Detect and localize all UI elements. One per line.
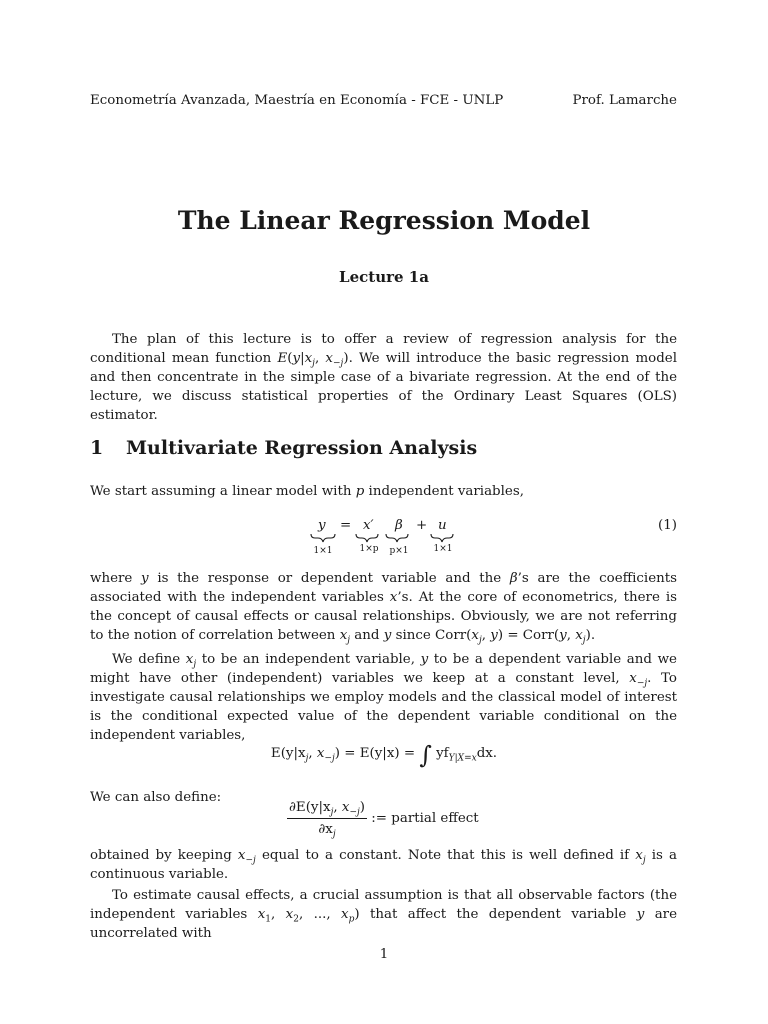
- equation-conditional-expectation: $E(y|x_j$, $x_{-j}) = E(y|x)$ = ∫ $yf_{Y|X=x}dx$.: [270, 741, 498, 769]
- underbrace-u: [431, 534, 453, 542]
- section-number: 1: [90, 437, 104, 459]
- running-header-course: Econometría Avanzada, Maestría en Economía - FCE - UNLP: [90, 93, 504, 108]
- paragraph-define-variables: We define $x_j$ to be an independent variable, y to be a dependent variable and we might have other (independent) variables we keep at a constant level, $x_{-j}$. To investigate causal relationships we employ models and the classical model of interest is the conditional expected value of the dependent variable conditional on the independent variables,: [90, 652, 677, 743]
- eq1-dim-x: 1×p: [359, 544, 379, 554]
- eq1-underbraces: [311, 534, 453, 542]
- section-heading: [90, 437, 477, 459]
- intro-paragraph: We start assuming a linear model with p independent variables,: [90, 484, 524, 499]
- eq1-beta: β: [395, 518, 403, 533]
- running-header-professor: Prof. Lamarche: [572, 93, 677, 108]
- eq1-dim-u: 1×1: [433, 544, 453, 554]
- page-number: 1: [379, 947, 389, 962]
- eq1-plus: +: [416, 518, 428, 533]
- paragraph-also-define: We can also define:: [90, 790, 222, 805]
- underbrace-y: [311, 534, 335, 542]
- underbrace-x: [356, 534, 378, 542]
- equation-1: [0, 514, 768, 562]
- partial-derivative-fraction: $\frac{\partial E(y|x_j, x_{-j})}{\partial x_j}$: [289, 800, 366, 840]
- section-title: Multivariate Regression Analysis: [126, 437, 478, 459]
- eq1-equals: =: [340, 518, 352, 533]
- document-title: The Linear Regression Model: [177, 206, 591, 235]
- eq1-y: y: [318, 518, 326, 533]
- equation-partial-effect: $\frac{\partial E(y|x_j, x_{-j})}{\partial x_j}$ := partial effect: [289, 800, 479, 840]
- eq1-u: u: [438, 518, 447, 533]
- eq1-x: x′: [363, 518, 374, 533]
- paragraph-keeping-constant: obtained by keeping $x_{-j}$ equal to a constant. Note that this is well defined if $x_j$ is a continuous variable.: [90, 848, 678, 882]
- abstract-paragraph: The plan of this lecture is to offer a review of regression analysis for the conditional mean function $E(y|x_j$, $x_{-j}$). We will introduce the basic regression model and then concentrate in the simple case of a bivariate regression. At the end of the lecture, we discuss statistical properties of the Ordinary Least Squares (OLS) estimator.: [90, 332, 677, 423]
- eq1-dim-beta: p×1: [389, 546, 409, 556]
- document-subtitle: Lecture 1a: [339, 268, 429, 286]
- eq1-dim-y: 1×1: [313, 546, 333, 556]
- underbrace-beta: [386, 534, 408, 542]
- paragraph-response-variable: where y is the response or dependent variable and the β’s are the coefficients associated with the independent variables x’s. At the core of econometrics, there is the concept of causal effects or causal relationships. Obviously, we are not referring to the notion of correlation between $x_j$ and y since $Corr(x_j$, y) = Corr(y, $x_j$).: [90, 571, 677, 646]
- integral-sign: ∫: [419, 741, 432, 769]
- paragraph-causal-effects: To estimate causal effects, a crucial assumption is that all observable factors (the independent variables $x_1$, $x_2$, ..., $x_p$) that affect the dependent variable y are uncorrelated with: [90, 888, 678, 941]
- equation-1-number: (1): [658, 518, 677, 533]
